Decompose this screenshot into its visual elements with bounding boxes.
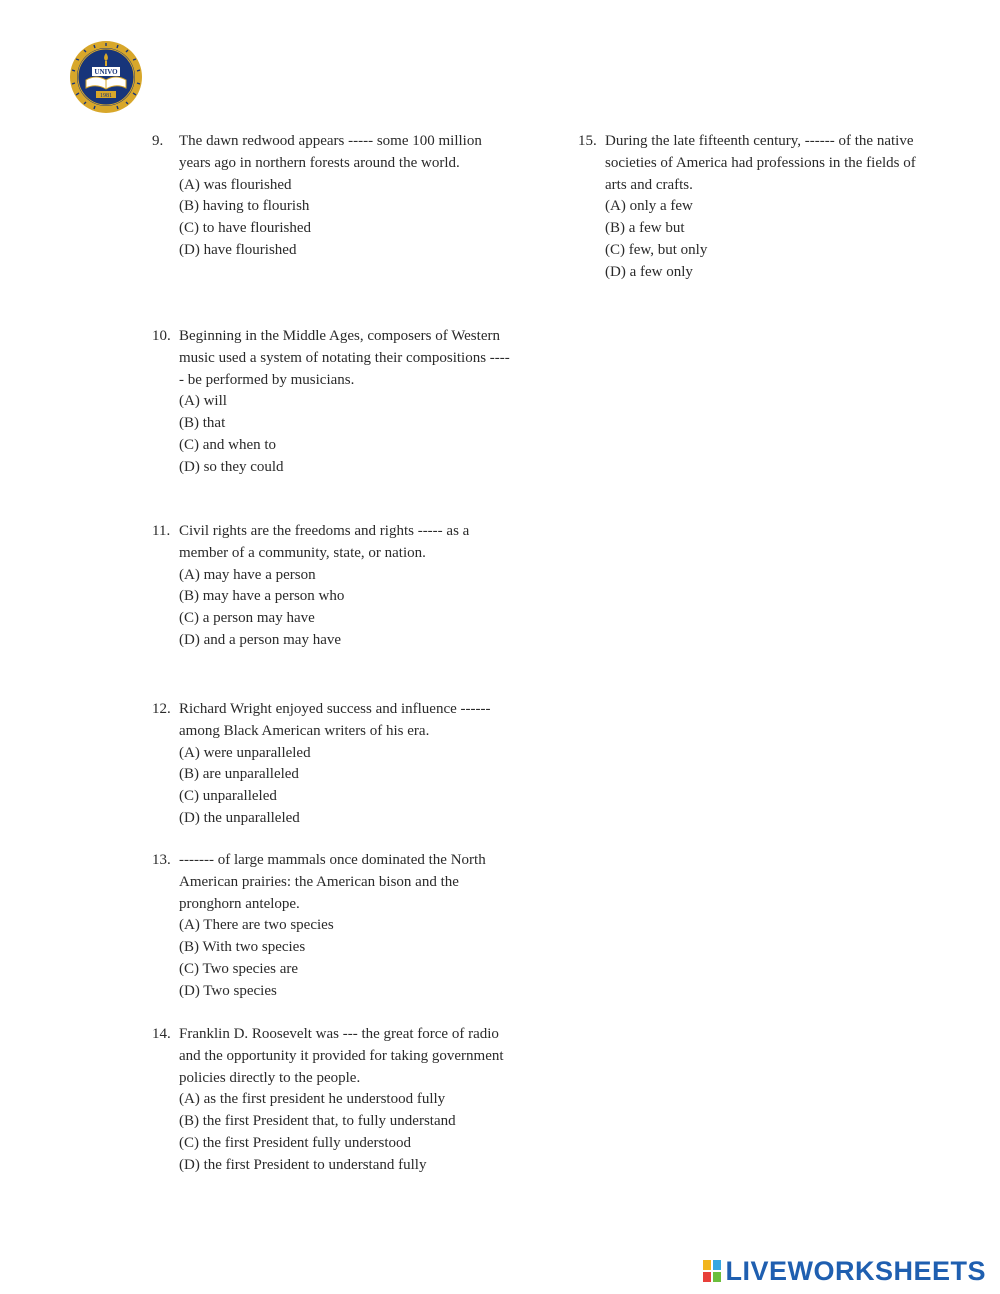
question-12 (152, 699, 512, 830)
question-text: Civil rights are the freedoms and rights ----- as a member of a community, state, or nation. (179, 523, 470, 561)
option-a[interactable]: (A) were unparalleled (179, 744, 311, 761)
option-b[interactable]: (B) having to flourish (179, 198, 310, 215)
question-10 (152, 326, 512, 479)
question-stem (152, 521, 512, 565)
option-b[interactable]: (B) are unparalleled (179, 766, 299, 783)
question-text: Franklin D. Roosevelt was --- the great force of radio and the opportunity it provided for taking government policies directly to the people. (179, 1026, 504, 1086)
option-d[interactable]: (D) Two species (179, 982, 277, 999)
option-a[interactable]: (A) will (179, 393, 227, 410)
question-text: Richard Wright enjoyed success and influence ------ among Black American writers of his era. (179, 701, 491, 739)
question-number: 15. (578, 133, 597, 149)
question-9 (152, 131, 512, 262)
option-b[interactable]: (B) With two species (179, 939, 306, 956)
question-text: During the late fifteenth century, ------ of the native societies of America had professions in the fields of arts and crafts. (605, 133, 916, 193)
svg-text:1981: 1981 (100, 93, 112, 99)
question-stem (152, 1024, 512, 1089)
question-number: 11. (152, 523, 171, 539)
option-b[interactable]: (B) that (179, 415, 226, 432)
question-13 (152, 850, 512, 1003)
svg-text:UNIVO: UNIVO (94, 68, 118, 76)
question-stem (152, 131, 512, 175)
university-seal-logo (60, 40, 152, 114)
option-c[interactable]: (C) Two species are (179, 960, 299, 977)
liveworksheets-brand[interactable] (703, 1256, 986, 1286)
option-c[interactable]: (C) unparalleled (179, 788, 277, 805)
question-number: 13. (152, 852, 171, 868)
option-c[interactable]: (C) a person may have (179, 610, 315, 627)
option-b[interactable]: (B) a few but (605, 220, 685, 237)
option-a[interactable]: (A) as the first president he understood fully (179, 1091, 446, 1108)
option-d[interactable]: (D) a few only (605, 263, 693, 280)
question-stem (152, 326, 512, 391)
question-stem (152, 699, 512, 743)
option-d[interactable]: (D) the unparalleled (179, 809, 300, 826)
option-a[interactable]: (A) only a few (605, 198, 693, 215)
brand-name: LIVEWORKSHEETS (725, 1255, 986, 1286)
question-text: ------- of large mammals once dominated the North American prairies: the American bison and the pronghorn antelope. (179, 852, 486, 912)
option-a[interactable]: (A) was flourished (179, 176, 292, 193)
liveworksheets-logo-icon (703, 1260, 721, 1282)
option-c[interactable]: (C) to have flourished (179, 220, 312, 237)
question-15 (578, 131, 918, 284)
option-d[interactable]: (D) and a person may have (179, 631, 342, 648)
question-stem (578, 131, 918, 196)
question-text: Beginning in the Middle Ages, composers of Western music used a system of notating their compositions ----- be performed by musicians. (179, 328, 510, 388)
question-text: The dawn redwood appears ----- some 100 million years ago in northern forests around the world. (179, 133, 482, 171)
option-a[interactable]: (A) There are two species (179, 917, 334, 934)
option-a[interactable]: (A) may have a person (179, 566, 316, 583)
option-b[interactable]: (B) may have a person who (179, 588, 345, 605)
question-14 (152, 1024, 512, 1177)
option-d[interactable]: (D) so they could (179, 458, 284, 475)
option-d[interactable]: (D) the first President to understand fully (179, 1156, 427, 1173)
question-number: 9. (152, 133, 164, 149)
question-number: 12. (152, 701, 171, 717)
question-number: 14. (152, 1026, 171, 1042)
option-c[interactable]: (C) and when to (179, 436, 277, 453)
option-c[interactable]: (C) few, but only (605, 241, 708, 258)
option-d[interactable]: (D) have flourished (179, 241, 297, 258)
question-number: 10. (152, 328, 171, 344)
option-c[interactable]: (C) the first President fully understood (179, 1134, 412, 1151)
question-11 (152, 521, 512, 652)
option-b[interactable]: (B) the first President that, to fully understand (179, 1113, 456, 1130)
question-stem (152, 850, 512, 915)
